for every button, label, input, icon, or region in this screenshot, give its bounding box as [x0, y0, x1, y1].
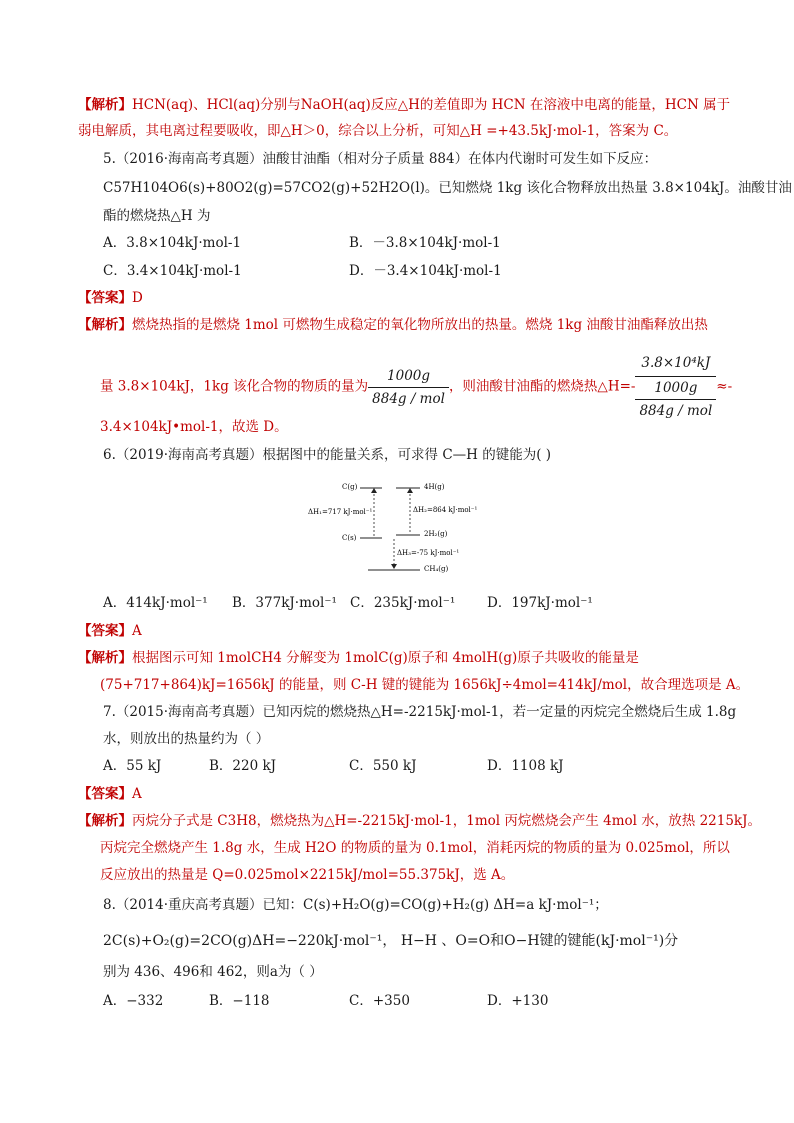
q7-analysis-line3: 反应放出的热量是 Q=0.025mol×2215kJ/mol=55.375kJ，选 A。 — [100, 867, 515, 883]
q8-option-b: B．−118 — [209, 993, 270, 1009]
q5-answer — [78, 289, 143, 307]
q8-option-c: C．+350 — [349, 993, 410, 1009]
q8-stem-line1: 8.（2014·重庆高考真题）已知：C(s)+H₂O(g)=CO(g)+H₂(g) ΔH=a kJ·mol⁻¹； — [103, 897, 608, 913]
fraction-heat — [635, 352, 716, 422]
q8-option-d: D．+130 — [487, 993, 549, 1009]
label-dh2: ΔH₂=864 kJ·mol⁻¹ — [413, 506, 478, 514]
q7-option-d: D．1108 kJ — [487, 758, 564, 774]
answer-value: A — [132, 623, 142, 639]
energy-level-diagram — [300, 478, 500, 578]
q6-answer — [78, 622, 142, 640]
analysis-tag: 【解析】 — [78, 650, 132, 666]
answer-value: A — [132, 786, 142, 802]
q8-option-a: A．−332 — [103, 993, 164, 1009]
q5-analysis-text2c: ≈- — [716, 378, 733, 395]
q7-stem-line2: 水，则放出的热量约为（ ） — [103, 731, 270, 747]
fraction-numerator: 1000g — [368, 365, 449, 388]
q7-option-a: A．55 kJ — [103, 758, 162, 774]
q5-option-d: D．－3.4×104kJ·mol-1 — [349, 263, 502, 279]
q7-answer — [78, 785, 142, 803]
q5-stem-line2: C57H104O6(s)+80O2(g)=57CO2(g)+52H2O(l)。已知燃烧 1kg 该化合物释放出热量 3.8×104kJ。油酸甘油 — [103, 180, 792, 196]
q7-analysis-line1 — [78, 812, 761, 830]
q6-option-a: A．414kJ·mol⁻¹ — [103, 595, 208, 611]
q4-analysis-text1: HCN(aq)、HCl(aq)分别与NaOH(aq)反应△H的差值即为 HCN 在溶液中电离的能量，HCN 属于 — [132, 97, 731, 113]
analysis-tag: 【解析】 — [78, 97, 132, 113]
analysis-tag: 【解析】 — [78, 813, 132, 829]
q6-stem: 6.（2019·海南高考真题）根据图中的能量关系，可求得 C—H 的键能为( ) — [103, 447, 552, 463]
analysis-tag: 【解析】 — [78, 317, 132, 333]
answer-tag: 【答案】 — [78, 786, 132, 802]
q5-analysis-line2 — [100, 352, 732, 422]
q6-analysis-line1 — [78, 649, 639, 667]
q7-analysis-text1: 丙烷分子式是 C3H8，燃烧热为△H=-2215kJ·mol-1，1mol 丙烷燃烧会产生 4mol 水，放热 2215kJ。 — [132, 813, 762, 829]
q5-stem-line3: 酯的燃烧热△H 为 — [103, 208, 211, 224]
q7-stem-line1: 7.（2015·海南高考真题）已知丙烷的燃烧热△H=-2215kJ·mol-1，若一定量的丙烷完全燃烧后生成 1.8g — [103, 704, 737, 720]
q6-option-d: D．197kJ·mol⁻¹ — [487, 595, 593, 611]
fraction-top: 3.8×10⁴kJ — [635, 352, 716, 377]
label-dh1: ΔH₁=717 kJ·mol⁻¹ — [308, 508, 373, 516]
q5-option-c: C．3.4×104kJ·mol-1 — [103, 263, 242, 279]
q5-analysis-line3: 3.4×104kJ•mol-1，故选 D。 — [100, 419, 288, 435]
fraction-middle: 1000g — [635, 377, 716, 400]
q5-option-b: B．－3.8×104kJ·mol-1 — [349, 235, 501, 251]
q6-analysis-line2: (75+717+864)kJ=1656kJ 的能量，则 C-H 键的键能为 1656kJ÷4mol=414kJ/mol，故合理选项是 A。 — [100, 677, 750, 693]
q6-option-c: C．235kJ·mol⁻¹ — [350, 595, 456, 611]
q8-stem-line3: 别为 436、496和 462，则a为（ ） — [103, 964, 323, 980]
q5-stem-line1: 5.（2016·海南高考真题）油酸甘油酯（相对分子质量 884）在体内代谢时可发生如下反应： — [103, 151, 658, 167]
fraction-bottom: 884g / mol — [639, 403, 713, 419]
label-cg: C(g) — [342, 483, 358, 491]
label-2h2: 2H₂(g) — [424, 530, 448, 538]
q8-stem-line2: 2C(s)+O₂(g)=2CO(g)ΔH=−220kJ·mol⁻¹， H−H 、O=O和O−H键的键能(kJ·mol⁻¹)分 — [103, 933, 679, 949]
label-4h: 4H(g) — [424, 483, 445, 491]
q5-analysis-text1: 燃烧热指的是燃烧 1mol 可燃物生成稳定的氧化物所放出的热量。燃烧 1kg 油酸甘油酯释放出热 — [132, 317, 708, 333]
fraction-moles — [368, 365, 449, 410]
answer-tag: 【答案】 — [78, 290, 132, 306]
q7-option-c: C．550 kJ — [349, 758, 417, 774]
q6-analysis-text1: 根据图示可知 1molCH4 分解变为 1molC(g)原子和 4molH(g)原子共吸收的能量是 — [132, 650, 639, 666]
q4-analysis-line2: 弱电解质，其电离过程要吸收，即△H＞0，综合以上分析，可知△H =+43.5kJ·mol-1，答案为 C。 — [78, 123, 678, 139]
label-cs: C(s) — [342, 534, 357, 542]
label-dh3: ΔH₃=-75 kJ·mol⁻¹ — [397, 549, 460, 557]
q7-option-b: B．220 kJ — [209, 758, 277, 774]
label-ch4: CH₄(g) — [424, 565, 449, 573]
answer-tag: 【答案】 — [78, 623, 132, 639]
q5-analysis-text2a: 量 3.8×104kJ，1kg 该化合物的物质的量为 — [100, 378, 369, 395]
q6-option-b: B．377kJ·mol⁻¹ — [232, 595, 337, 611]
q5-option-a: A．3.8×104kJ·mol-1 — [103, 235, 242, 251]
answer-value: D — [132, 290, 143, 306]
q7-analysis-line2: 丙烷完全燃烧产生 1.8g 水，生成 H2O 的物质的量为 0.1mol，消耗丙烷的物质的量为 0.025mol，所以 — [100, 840, 730, 856]
q5-analysis-text2b: ，则油酸甘油酯的燃烧热△H=- — [448, 378, 636, 395]
fraction-denominator: 884g / mol — [372, 390, 445, 407]
q4-analysis-line1 — [78, 96, 730, 114]
q5-analysis-line1 — [78, 316, 708, 334]
